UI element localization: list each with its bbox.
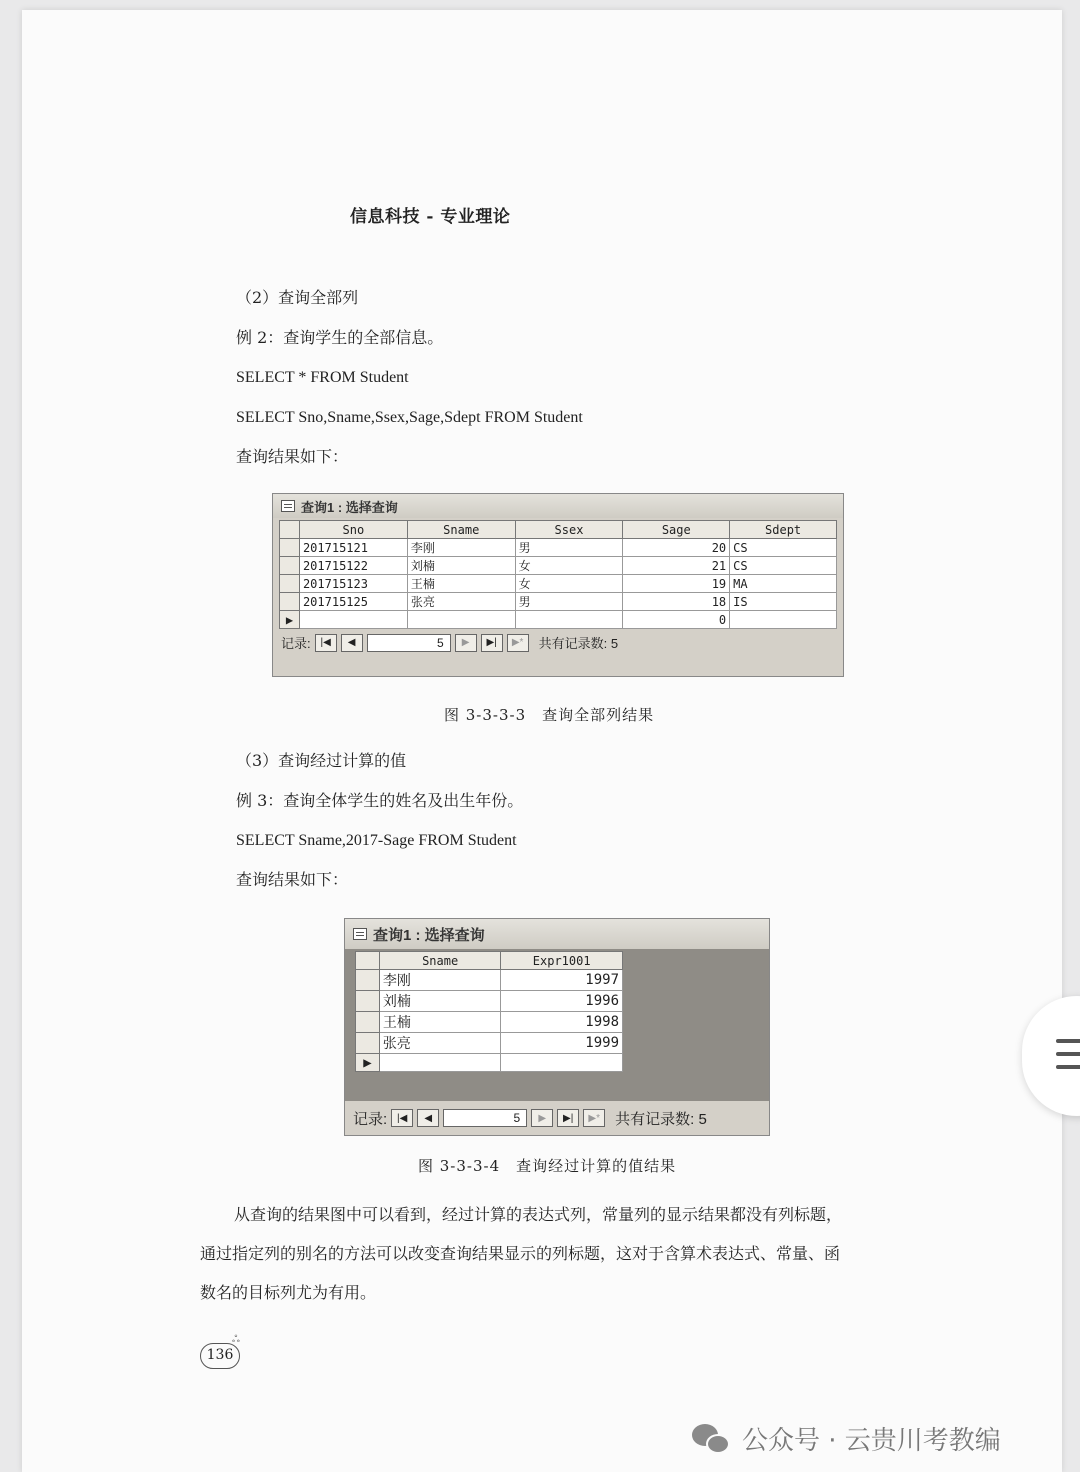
record-label: 记录:	[281, 636, 311, 651]
query-window-2-title: 查询1 : 选择查询	[373, 926, 485, 944]
table-cell[interactable]: 21	[623, 557, 730, 575]
first-record-button[interactable]: |◀	[315, 634, 337, 652]
table-cell[interactable]: 20	[623, 539, 730, 557]
query-window-2-titlebar	[345, 919, 769, 949]
body-paragraph-line-2: 通过指定列的别名的方法可以改变查询结果显示的列标题，这对于含算术表达式、常量、函	[200, 1244, 841, 1263]
query-window-1-title: 查询1 : 选择查询	[301, 499, 398, 515]
table-cell[interactable]: CS	[730, 539, 837, 557]
row-selector[interactable]	[356, 991, 380, 1012]
query-window-1	[272, 493, 844, 677]
body-paragraph-line-1: 从查询的结果图中可以看到，经过计算的表达式列，常量列的显示结果都没有列标题，	[234, 1205, 843, 1224]
section3-heading: （3）查询经过计算的值	[236, 751, 407, 770]
current-row-indicator-icon[interactable]: ▶	[356, 1054, 380, 1072]
query-icon	[281, 500, 295, 512]
table-cell[interactable]: 李刚	[379, 970, 500, 991]
table-cell[interactable]: 1998	[501, 1012, 623, 1033]
previous-record-button[interactable]: ◀	[341, 634, 363, 652]
total-records: 共有记录数: 5	[615, 1110, 707, 1128]
record-navigator-2	[345, 1101, 769, 1135]
table-cell[interactable]: 男	[515, 593, 623, 611]
row-selector[interactable]	[280, 575, 300, 593]
running-header: 信息科技 - 专业理论	[350, 207, 511, 227]
row-selector[interactable]	[280, 557, 300, 575]
table-cell[interactable]: 201715121	[299, 539, 407, 557]
row-selector[interactable]	[280, 539, 300, 557]
table-cell[interactable]: 张亮	[379, 1033, 500, 1054]
table-cell[interactable]	[407, 611, 515, 629]
table-cell[interactable]: 1999	[501, 1033, 623, 1054]
watermark-text: 公众号 · 云贵川考教编	[742, 1426, 1001, 1456]
column-header[interactable]: Sname	[379, 952, 500, 970]
table-row[interactable]	[356, 991, 623, 1012]
column-header[interactable]: Sname	[407, 521, 515, 539]
column-header[interactable]: Expr1001	[501, 952, 623, 970]
table-cell[interactable]: 19	[623, 575, 730, 593]
page-number: 136	[200, 1343, 240, 1369]
table-cell[interactable]: 王楠	[407, 575, 515, 593]
column-header[interactable]: Sdept	[730, 521, 837, 539]
watermark	[692, 1420, 1001, 1457]
last-record-button[interactable]: ▶|	[557, 1109, 579, 1127]
menu-icon	[1056, 1039, 1080, 1078]
table-cell[interactable]: MA	[730, 575, 837, 593]
query-window-2	[344, 918, 770, 1136]
table-cell[interactable]: IS	[730, 593, 837, 611]
result-grid-2	[355, 951, 623, 1072]
figure-caption-2: 图 3-3-3-4 查询经过计算的值结果	[418, 1157, 677, 1175]
row-selector-header	[280, 521, 300, 539]
record-navigator-1	[273, 629, 843, 656]
row-selector[interactable]	[356, 1012, 380, 1033]
table-cell[interactable]: 1996	[501, 991, 623, 1012]
table-cell[interactable]	[299, 611, 407, 629]
table-row[interactable]	[356, 1033, 623, 1054]
section2-heading: （2）查询全部列	[236, 288, 359, 307]
table-cell[interactable]: 张亮	[407, 593, 515, 611]
query-icon	[353, 928, 367, 940]
section2-example: 例 2：查询学生的全部信息。	[236, 328, 444, 347]
table-row[interactable]	[280, 557, 837, 575]
table-cell[interactable]: CS	[730, 557, 837, 575]
table-row[interactable]	[356, 1012, 623, 1033]
table-cell[interactable]: 李刚	[407, 539, 515, 557]
sql-select-star: SELECT * FROM Student	[236, 369, 409, 386]
row-selector[interactable]	[356, 1033, 380, 1054]
first-record-button[interactable]: |◀	[391, 1109, 413, 1127]
page-number-ornament: ஃ	[232, 1334, 240, 1345]
row-selector[interactable]	[356, 970, 380, 991]
wechat-icon	[692, 1422, 732, 1456]
table-cell[interactable]	[730, 611, 837, 629]
column-header[interactable]: Sage	[623, 521, 730, 539]
table-cell[interactable]: 201715123	[299, 575, 407, 593]
table-cell[interactable]	[515, 611, 623, 629]
row-selector[interactable]	[280, 593, 300, 611]
section3-example: 例 3：查询全体学生的姓名及出生年份。	[236, 791, 524, 810]
total-records: 共有记录数: 5	[538, 636, 619, 651]
result-grid-1	[279, 520, 837, 629]
body-paragraph-line-3: 数名的目标列尤为有用。	[200, 1283, 377, 1302]
table-row[interactable]	[280, 575, 837, 593]
table-cell[interactable]: 201715125	[299, 593, 407, 611]
current-record-input[interactable]: 5	[367, 634, 451, 652]
sql-select-columns: SELECT Sno,Sname,Ssex,Sage,Sdept FROM Student	[236, 409, 583, 426]
table-cell[interactable]: 女	[515, 575, 623, 593]
table-cell[interactable]	[379, 1054, 500, 1072]
column-header[interactable]: Ssex	[515, 521, 623, 539]
next-record-button[interactable]: ▶	[455, 634, 477, 652]
new-record-button[interactable]: ▶*	[507, 634, 529, 652]
table-row[interactable]	[356, 970, 623, 991]
section2-result-label: 查询结果如下：	[236, 447, 349, 466]
query-window-1-titlebar	[273, 494, 843, 518]
previous-record-button[interactable]: ◀	[417, 1109, 439, 1127]
current-row-indicator-icon[interactable]: ▶	[280, 611, 300, 629]
section3-result-label: 查询结果如下：	[236, 870, 349, 889]
table-cell[interactable]: 0	[623, 611, 730, 629]
table-row[interactable]	[280, 539, 837, 557]
table-cell[interactable]: 刘楠	[407, 557, 515, 575]
new-record-button[interactable]: ▶*	[583, 1109, 605, 1127]
table-cell[interactable]: 刘楠	[379, 991, 500, 1012]
row-selector-header	[356, 952, 380, 970]
current-record-input[interactable]: 5	[443, 1109, 527, 1127]
table-cell[interactable]	[501, 1054, 623, 1072]
table-cell[interactable]: 201715122	[299, 557, 407, 575]
sql-computed: SELECT Sname,2017-Sage FROM Student	[236, 832, 517, 849]
table-cell[interactable]: 男	[515, 539, 623, 557]
table-cell[interactable]: 王楠	[379, 1012, 500, 1033]
table-cell[interactable]: 女	[515, 557, 623, 575]
new-record-row[interactable]	[356, 1054, 623, 1072]
new-record-row[interactable]	[280, 611, 837, 629]
table-cell[interactable]: 1997	[501, 970, 623, 991]
table-row[interactable]	[280, 593, 837, 611]
next-record-button[interactable]: ▶	[531, 1109, 553, 1127]
column-header[interactable]: Sno	[299, 521, 407, 539]
document-page	[22, 10, 1062, 1472]
figure-caption-1: 图 3-3-3-3 查询全部列结果	[444, 706, 655, 724]
table-cell[interactable]: 18	[623, 593, 730, 611]
last-record-button[interactable]: ▶|	[481, 634, 503, 652]
record-label: 记录:	[353, 1110, 388, 1128]
